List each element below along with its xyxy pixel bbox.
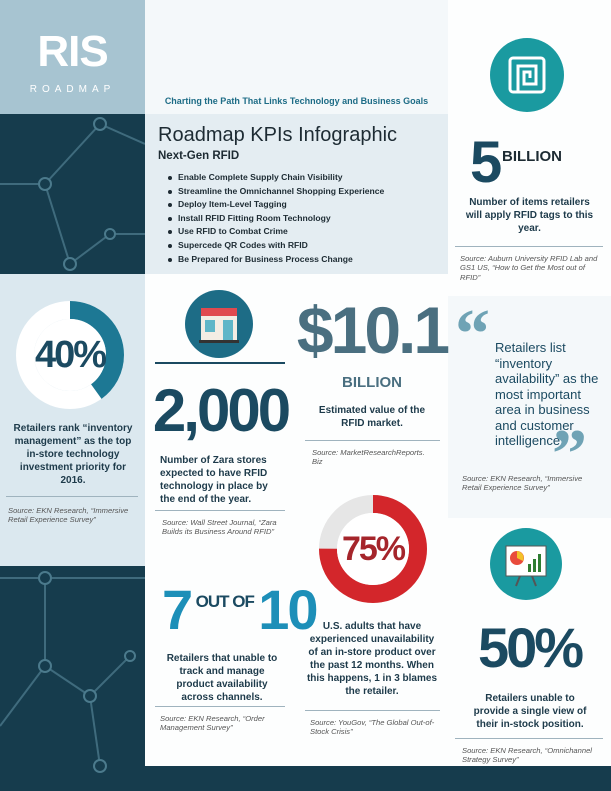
stat-2000-source: Source: Wall Street Journal, “Zara Builds its Business Around RFID” bbox=[162, 518, 277, 537]
tagline: Charting the Path That Links Technology and Business Goals bbox=[164, 96, 429, 106]
divider bbox=[6, 496, 138, 497]
stat-10b-unit: BILLION bbox=[342, 374, 402, 391]
divider bbox=[305, 710, 440, 711]
stat-7of10-figure bbox=[162, 578, 317, 641]
chart-board-icon bbox=[490, 528, 562, 600]
divider bbox=[455, 738, 603, 739]
divider bbox=[155, 510, 285, 511]
stat-75-source: Source: YouGov, “The Global Out-of-Stock Crisis” bbox=[310, 718, 435, 737]
divider bbox=[155, 706, 285, 707]
stat-40-source: Source: EKN Research, “Immersive Retail Experience Survey” bbox=[8, 506, 129, 525]
stat-10b-desc: Estimated value of the RFID market. bbox=[318, 405, 426, 429]
logo-subtext: ROADMAP bbox=[29, 84, 116, 95]
stat-50-desc: Retailers unable to provide a single view of their in-stock position. bbox=[473, 693, 587, 730]
stat-50-label: 50% bbox=[477, 616, 582, 679]
stat-40-desc: Retailers rank “inventory management” as the top in-store technology investment priority for 2016. bbox=[13, 423, 133, 486]
stat-10b-number: $10.1 bbox=[296, 293, 448, 367]
network-graphic-bottom bbox=[0, 566, 145, 791]
open-quote-icon: “ bbox=[455, 296, 490, 373]
stat-40-label: 40% bbox=[34, 334, 106, 376]
ris-logo bbox=[10, 27, 135, 95]
stat-50-source: Source: EKN Research, “Omnichannel Strategy Survey” bbox=[462, 746, 592, 765]
list-item: Deploy Item-Level Tagging bbox=[166, 198, 384, 212]
stat-5b-desc: Number of items retailers will apply RFID tags to this year. bbox=[465, 197, 594, 234]
stat-7of10-num1: 7 bbox=[162, 578, 192, 641]
divider bbox=[155, 362, 285, 364]
stat-7of10-source: Source: EKN Research, “Order Management Survey” bbox=[160, 714, 265, 733]
list-item: Be Prepared for Business Process Change bbox=[166, 253, 384, 267]
stat-75-label: 75% bbox=[341, 530, 405, 568]
footer-strip bbox=[145, 766, 611, 791]
stat-7of10-mid: OUT OF bbox=[195, 592, 254, 611]
network-graphic-top bbox=[0, 114, 145, 274]
stat-5b-unit: BILLION bbox=[502, 148, 562, 165]
page-subtitle: Next-Gen RFID bbox=[158, 150, 240, 162]
stat-10b-source: Source: MarketResearchReports. Biz bbox=[312, 448, 425, 467]
quote-source: Source: EKN Research, “Immersive Retail Experience Survey” bbox=[462, 474, 583, 493]
rfid-chip-icon bbox=[490, 38, 564, 112]
list-item: Enable Complete Supply Chain Visibility bbox=[166, 171, 384, 185]
stat-2000-desc: Number of Zara stores expected to have RFID technology in place by the end of the year. bbox=[160, 455, 268, 505]
divider bbox=[305, 440, 440, 441]
list-item: Supercede QR Codes with RFID bbox=[166, 239, 384, 253]
stat-7of10-num2: 10 bbox=[258, 578, 317, 641]
stat-7of10-desc: Retailers that unable to track and manage product availability across channels. bbox=[166, 653, 278, 703]
storefront-icon bbox=[185, 290, 253, 358]
stat-75-desc: U.S. adults that have experienced unavailability of an in-store product over the past 12 months. When this happens, 1 in 3 blames the retailer. bbox=[306, 621, 438, 697]
list-item: Streamline the Omnichannel Shopping Experience bbox=[166, 185, 384, 199]
stat-5b-source: Source: Auburn University RFID Lab and GS1 US, “How to Get the Most out of RFID” bbox=[460, 254, 598, 282]
list-item: Install RFID Fitting Room Technology bbox=[166, 212, 384, 226]
divider bbox=[455, 246, 603, 247]
logo-text: RIS bbox=[37, 27, 108, 76]
bullet-list bbox=[166, 171, 384, 266]
close-quote-icon: ” bbox=[552, 416, 587, 493]
list-item: Use RFID to Combat Crime bbox=[166, 225, 384, 239]
quote-text: Retailers list “inventory availability” as the most important area in business and customer intelligence. bbox=[495, 340, 599, 448]
stat-5b-number: 5 bbox=[470, 130, 501, 195]
page-title: Roadmap KPIs Infographic bbox=[158, 124, 398, 146]
stat-2000-number: 2,000 bbox=[152, 377, 289, 444]
